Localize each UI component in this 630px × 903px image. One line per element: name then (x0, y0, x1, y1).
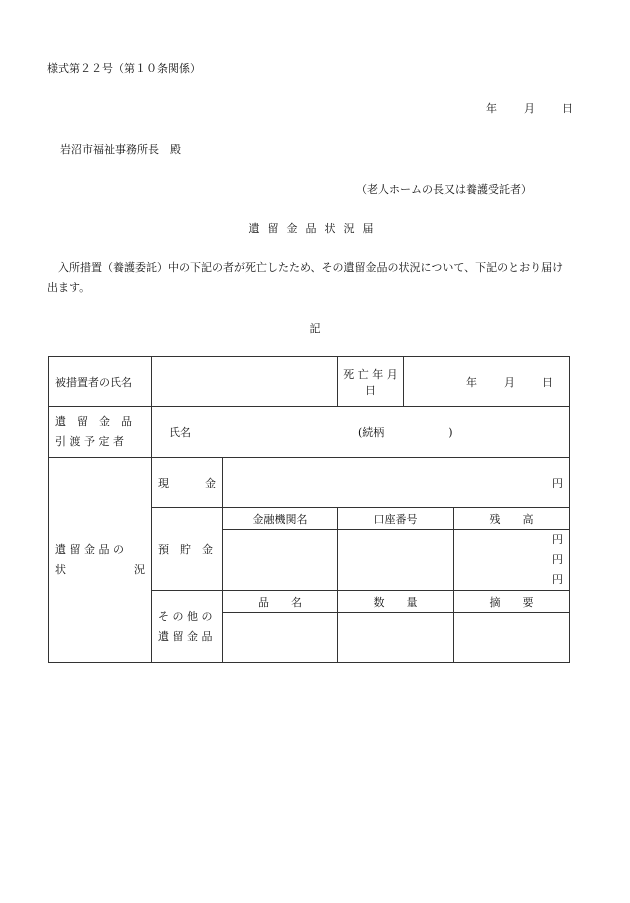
account-header: 口座番号 (338, 508, 454, 530)
death-date-field[interactable] (404, 357, 570, 407)
person-name-field[interactable] (152, 357, 338, 407)
status-label-line1: 遺 留 金 品 の (55, 543, 124, 556)
death-date-label: 死 亡 年 月 日 (338, 357, 404, 407)
savings-label: 預 貯 金 (152, 508, 223, 591)
recipient-label-line1: 遺 留 金 品 (55, 415, 132, 428)
document-title: 遺留金品状況届 (248, 222, 382, 235)
death-month-unit: 月 (504, 375, 516, 389)
balance-yen-2: 円 (552, 553, 564, 566)
recipient-label-line2: 引 渡 予 定 者 (55, 435, 124, 448)
bank-header: 金融機関名 (223, 508, 338, 530)
date-year-unit: 年 (486, 102, 497, 115)
status-form-table (48, 356, 570, 663)
quantity-field[interactable] (338, 613, 454, 663)
submission-date (486, 100, 573, 116)
relation-close: ) (448, 426, 453, 439)
recipient-field[interactable] (152, 407, 570, 458)
body-sentence: 入所措置（養護委託）中の下記の者が死亡したため、その遺留金品の状況について、下記のとおり届け出ます。 (47, 261, 564, 294)
other-items-label (152, 591, 223, 663)
note-field[interactable] (454, 613, 570, 663)
cash-label-char-a: 現 (158, 476, 169, 490)
ki-heading: 記 (309, 322, 321, 335)
other-items-label-line2: 遺 留 金 品 (158, 629, 213, 643)
quantity-header: 数 量 (338, 591, 454, 613)
item-field[interactable] (223, 613, 338, 663)
note-header: 摘 要 (454, 591, 570, 613)
recipient-label (49, 407, 152, 458)
date-day-unit: 日 (562, 102, 573, 115)
body-text (47, 258, 572, 298)
balance-yen-3: 円 (552, 573, 564, 586)
status-label-char-a: 状 (55, 563, 66, 576)
status-label (49, 458, 152, 663)
applicant-note: （老人ホームの長又は養護受託者） (356, 183, 532, 196)
person-name-label: 被措置者の氏名 (49, 357, 152, 407)
death-year-unit: 年 (466, 375, 478, 389)
other-items-label-line1: そ の 他 の (158, 609, 213, 623)
cash-label-char-b: 金 (205, 476, 216, 490)
balance-yen-1: 円 (552, 533, 564, 546)
death-day-unit: 日 (542, 375, 554, 389)
balance-field[interactable] (454, 530, 570, 591)
date-month-unit: 月 (524, 102, 535, 115)
addressee: 岩沼市福祉事務所長 殿 (60, 143, 181, 156)
relation-label: (続柄 (358, 426, 385, 439)
account-field[interactable] (338, 530, 454, 591)
cash-yen: 円 (552, 476, 564, 490)
recipient-name-label: 氏名 (169, 426, 191, 439)
status-label-char-b: 況 (134, 563, 145, 576)
balance-header: 残 高 (454, 508, 570, 530)
form-number: 様式第２２号（第１０条関係） (47, 62, 201, 75)
item-header: 品 名 (223, 591, 338, 613)
cash-field[interactable] (223, 458, 570, 508)
bank-field[interactable] (223, 530, 338, 591)
cash-label (152, 458, 223, 508)
